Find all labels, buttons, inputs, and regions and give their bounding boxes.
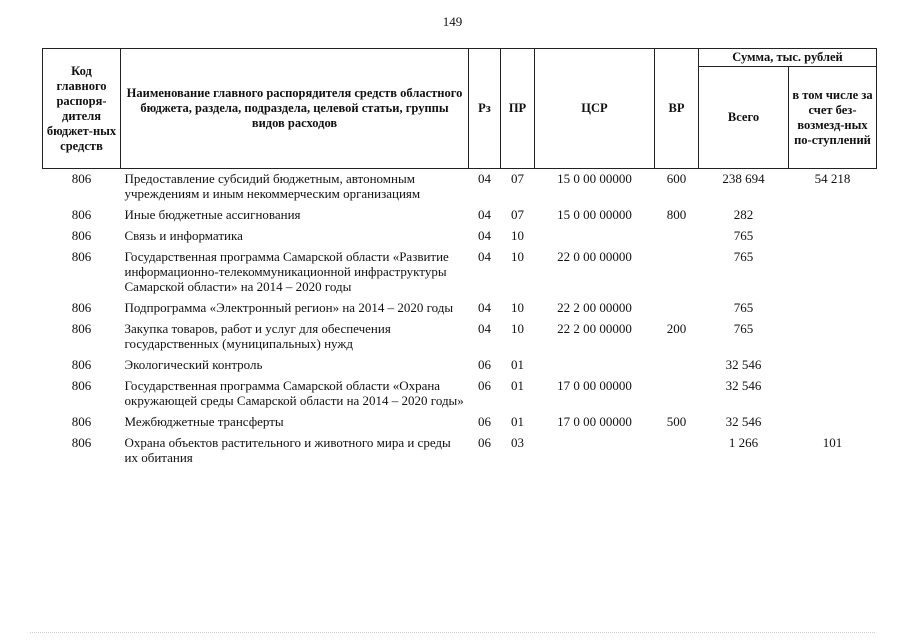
cell-pr: 07 — [511, 171, 524, 186]
cell-rz: 04 — [478, 171, 491, 186]
cell-rz: 04 — [478, 207, 491, 222]
cell-pr: 10 — [511, 321, 524, 336]
table-row — [43, 205, 877, 226]
cell-rz: 06 — [478, 435, 491, 450]
cell-vr: 200 — [666, 321, 687, 336]
cell-vr — [655, 298, 699, 319]
cell-code: 806 — [71, 228, 92, 243]
cell-vr — [655, 355, 699, 376]
cell-pr: 03 — [511, 435, 524, 450]
cell-total: 282 — [733, 207, 754, 222]
header-rz: Рз — [469, 49, 501, 169]
cell-pr: 10 — [511, 249, 524, 264]
cell-pr: 01 — [511, 414, 524, 429]
cell-code: 806 — [71, 378, 92, 393]
cell-vr: 800 — [666, 207, 687, 222]
cell-vr — [655, 247, 699, 298]
cell-rz: 04 — [478, 321, 491, 336]
cell-code: 806 — [71, 414, 92, 429]
cell-total: 1 266 — [728, 435, 759, 450]
cell-name: Охрана объектов растительного и животного мира и среды их обитания — [124, 435, 451, 465]
cell-pr: 01 — [511, 378, 524, 393]
cell-name: Связь и информатика — [124, 228, 243, 243]
table-row — [43, 433, 877, 469]
cell-rz: 06 — [478, 414, 491, 429]
cell-rz: 04 — [478, 300, 491, 315]
cell-total: 32 546 — [725, 414, 762, 429]
cell-bv — [789, 298, 877, 319]
cell-pr: 10 — [511, 300, 524, 315]
cell-bv — [789, 376, 877, 412]
cell-rz: 06 — [478, 357, 491, 372]
cell-code: 806 — [71, 300, 92, 315]
cell-name: Государственная программа Самарской области «Охрана окружающей среды Самарской области на 2014 – 2020 годы» — [124, 378, 464, 408]
cell-vr: 600 — [666, 171, 687, 186]
cell-total: 238 694 — [722, 171, 765, 186]
table-row — [43, 376, 877, 412]
cell-name: Иные бюджетные ассигнования — [124, 207, 301, 222]
header-name: Наименование главного распорядителя средств областного бюджета, раздела, подраздела, целевой статьи, группы видов расходов — [121, 49, 469, 169]
cell-total: 32 546 — [725, 378, 762, 393]
header-vr: ВР — [655, 49, 699, 169]
cell-vr — [655, 226, 699, 247]
cell-total: 765 — [733, 300, 754, 315]
cell-rz: 04 — [478, 228, 491, 243]
cell-total: 765 — [733, 249, 754, 264]
table-row — [43, 355, 877, 376]
cell-code: 806 — [71, 321, 92, 336]
cell-name: Государственная программа Самарской области «Развитие информационно-телекоммуникационной инфраструктуры Самарской области» на 2014 – 2020 годы — [124, 249, 449, 294]
cell-pr: 07 — [511, 207, 524, 222]
cell-code: 806 — [71, 435, 92, 450]
cell-vr — [655, 376, 699, 412]
table-row — [43, 298, 877, 319]
cell-csr: 15 0 00 00000 — [557, 171, 632, 186]
cell-bv: 54 218 — [814, 171, 851, 186]
cell-vr — [655, 433, 699, 469]
table-row — [43, 319, 877, 355]
header-csr: ЦСР — [535, 49, 655, 169]
cell-pr: 10 — [511, 228, 524, 243]
cell-code: 806 — [71, 357, 92, 372]
cell-total: 765 — [733, 228, 754, 243]
cell-bv — [789, 247, 877, 298]
header-code: Код главного распоря-дителя бюджет-ных средств — [43, 49, 121, 169]
page-number: 149 — [442, 14, 463, 29]
cell-csr: 17 0 00 00000 — [557, 378, 632, 393]
table-row — [43, 412, 877, 433]
table-row — [43, 226, 877, 247]
cell-code: 806 — [71, 207, 92, 222]
cell-csr: 22 2 00 00000 — [557, 321, 632, 336]
cell-vr: 500 — [666, 414, 687, 429]
cell-bv — [789, 226, 877, 247]
table-row — [43, 247, 877, 298]
cell-pr: 01 — [511, 357, 524, 372]
cell-name: Экологический контроль — [124, 357, 263, 372]
cell-total: 32 546 — [725, 357, 762, 372]
cell-bv: 101 — [822, 435, 843, 450]
cell-name: Предоставление субсидий бюджетным, автономным учреждениям и иным некоммерческим организациям — [124, 171, 421, 201]
cell-bv — [789, 205, 877, 226]
table-body — [43, 169, 877, 470]
header-total: Всего — [699, 67, 789, 169]
cell-csr — [535, 226, 655, 247]
cell-bv — [789, 319, 877, 355]
cell-total: 765 — [733, 321, 754, 336]
cell-bv — [789, 412, 877, 433]
cell-csr: 22 0 00 00000 — [557, 249, 632, 264]
cell-csr — [535, 433, 655, 469]
cell-name: Подпрограмма «Электронный регион» на 2014 – 2020 годы — [124, 300, 454, 315]
cell-name: Межбюджетные трансферты — [124, 414, 284, 429]
scan-artifact-line — [30, 632, 875, 634]
cell-code: 806 — [71, 171, 92, 186]
table-header — [43, 49, 877, 169]
table-row — [43, 169, 877, 206]
cell-name: Закупка товаров, работ и услуг для обеспечения государственных (муниципальных) нужд — [124, 321, 391, 351]
cell-rz: 04 — [478, 249, 491, 264]
budget-table — [42, 48, 877, 469]
cell-code: 806 — [71, 249, 92, 264]
header-sum: Сумма, тыс. рублей — [699, 49, 877, 67]
cell-csr: 17 0 00 00000 — [557, 414, 632, 429]
cell-bv — [789, 355, 877, 376]
header-pr: ПР — [501, 49, 535, 169]
cell-csr: 15 0 00 00000 — [557, 207, 632, 222]
cell-rz: 06 — [478, 378, 491, 393]
header-bv: в том числе за счет без-возмезд-ных по-ступлений — [789, 67, 877, 169]
cell-csr: 22 2 00 00000 — [557, 300, 632, 315]
cell-csr — [535, 355, 655, 376]
